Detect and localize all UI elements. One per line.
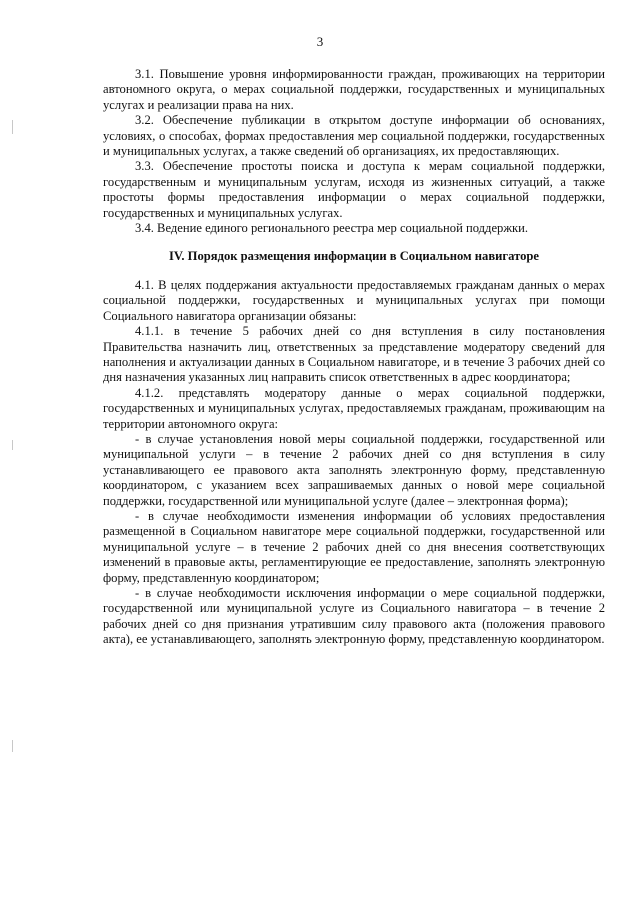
scan-margin-mark [12, 440, 13, 450]
list-item-new-measure: - в случае установления новой меры социальной поддержки, государственной или муниципальной услуги – в течение 2 рабочих дней со дня вступления в силу устанавливающего ее правового акта заполнять электронную форму, представленную координатором, с указанием всех запрашиваемых данных о новой мере социальной поддержки, государственной или муниципальной услуге (далее – электронная форма); [103, 431, 605, 508]
list-item-change-info: - в случае необходимости изменения информации об условиях предоставления размещенной в Социальном навигаторе мере социальной поддержки, государственной или муниципальной услуге – в течение 2 рабочих дней со дня внесения соответствующих изменений в правовые акты, регламентирующие ее предоставление, заполнять электронную форму, представленную координатором; [103, 508, 605, 585]
section-heading: IV. Порядок размещения информации в Социальном навигаторе [169, 249, 539, 264]
paragraph-4-1-2: 4.1.2. представлять модератору данные о мерах социальной поддержки, государственных и муниципальных услугах, предоставляемых гражданам, проживающим на территории автономного округа: [103, 385, 605, 431]
page-number: 3 [316, 34, 324, 49]
paragraph-3-1: 3.1. Повышение уровня информированности граждан, проживающих на территории автономного округа, о мерах социальной поддержки, государственных и муниципальных услугах и реализации права на них. [103, 67, 605, 112]
scan-margin-mark [12, 740, 13, 752]
paragraph-3-4: 3.4. Ведение единого регионального реестра мер социальной поддержки. [135, 221, 529, 236]
scan-margin-mark [12, 120, 13, 134]
paragraph-4-1-1: 4.1.1. в течение 5 рабочих дней со дня вступления в силу постановления Правительства назначить лиц, ответственных за представление модератору сведений для наполнения и актуализации данных в Социальном навигаторе, и в течение 3 рабочих дней со дня назначения указанных лиц направить список ответственных в адрес координатора; [103, 324, 605, 385]
paragraph-3-3: 3.3. Обеспечение простоты поиска и доступа к мерам социальной поддержки, государственным и муниципальным услугам, исходя из жизненных ситуаций, а также простоты формы предоставления информации о мерах социальной поддержки, государственных и муниципальных услугах. [103, 159, 605, 220]
paragraph-3-2: 3.2. Обеспечение публикации в открытом доступе информации об основаниях, условиях, о способах, формах предоставления мер социальной поддержки, государственных и муниципальных услугах, а также сведений об организациях, их предоставляющих. [103, 113, 605, 159]
document-body [103, 67, 605, 648]
paragraph-4-1: 4.1. В целях поддержания актуальности предоставляемых гражданам данных о мерах социальной поддержки, государственных и муниципальных услугах при помощи Социального навигатора организации обязаны: [103, 277, 605, 323]
list-item-exclude-info: - в случае необходимости исключения информации о мере социальной поддержки, государственной или муниципальной услуге из Социального навигатора – в течение 2 рабочих дней со дня признания утратившим силу правового акта (положения правового акта), ее устанавливающего, заполнять электронную форму, представленную координатором. [103, 586, 605, 647]
